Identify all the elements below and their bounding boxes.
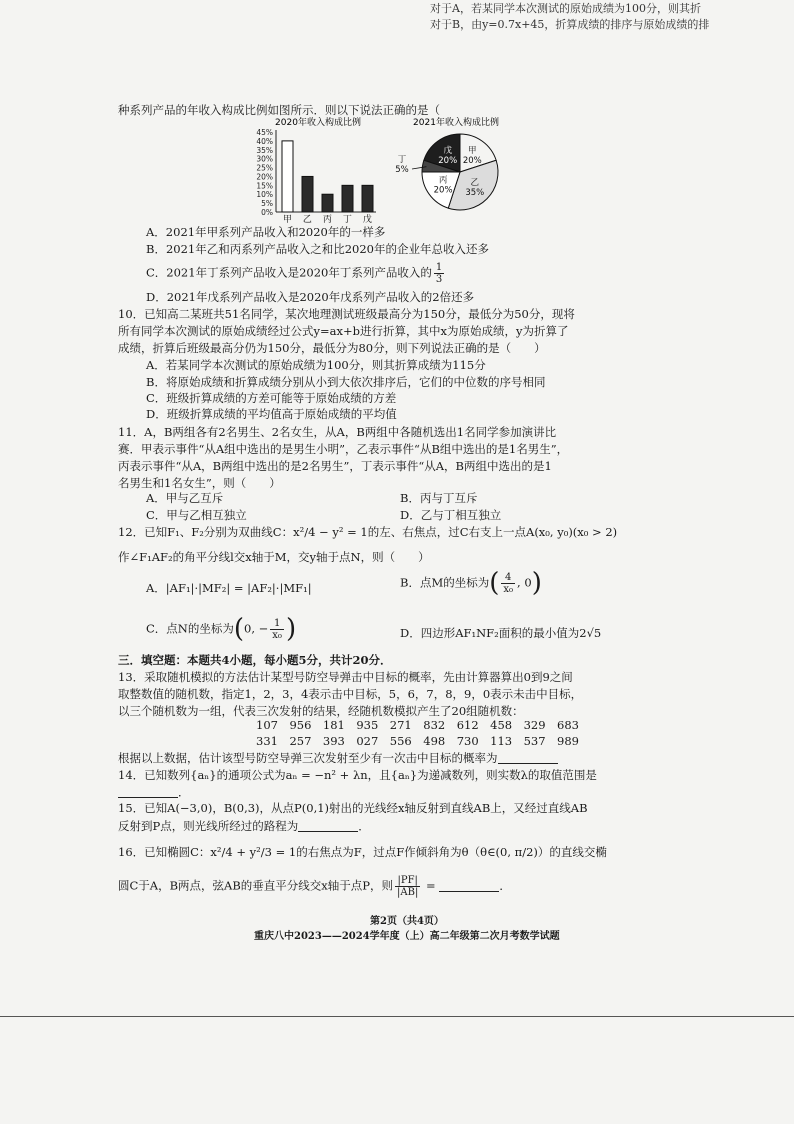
q14-answer-row: ．	[118, 784, 190, 801]
x-tick-label: 甲	[282, 215, 292, 225]
y-tick-label: 10%	[256, 190, 273, 200]
q10-option-d: D．班级折算成绩的平均值高于原始成绩的平均值	[146, 407, 397, 421]
q16-answer-blank[interactable]	[439, 879, 499, 892]
q12-option-b-tail: , 0	[517, 575, 532, 590]
q11-line3: 丙表示事件“从A，B两组中选出的是2名男生”，丁表示事件“从A，B两组中选出的是1	[118, 459, 552, 473]
q13-question	[118, 750, 558, 767]
pie-label-value: 20%	[462, 156, 482, 167]
pie-label-name: 乙	[470, 177, 480, 188]
q15-line2-text: 反射到P点，则光线所经过的路程为	[118, 819, 299, 833]
q13-answer-blank[interactable]	[498, 751, 558, 764]
q11-line2: 赛．甲表示事件“从A组中选出的是男生小明”，乙表示事件“从B组中选出的是1名男生”，	[118, 442, 569, 456]
q12-option-c: C．点N的坐标为(0, − $\frac{1}{\text{x₀}}$ )	[146, 614, 297, 644]
q13-numbers-row2: 331 257 393 027 556 498 730 113 537 989	[256, 734, 579, 748]
pie-label-name: 丁	[397, 155, 407, 165]
q12-option-c-fraction	[270, 618, 284, 641]
q11-option-b: B．丙与丁互斥	[400, 491, 478, 505]
q9-option-b: B．2021年乙和丙系列产品收入之和比2020年的企业年总收入还多	[146, 242, 489, 256]
q11-option-d: D．乙与丁相互独立	[400, 508, 502, 522]
frac-denominator: x₀	[503, 584, 514, 595]
x-tick-label: 丁	[342, 215, 352, 225]
q12-option-b-text: B．点M的坐标为	[400, 575, 490, 590]
frac-denominator: x₀	[272, 630, 282, 641]
pie-label-value: 5%	[395, 165, 409, 175]
q12-line2: 作∠F₁AF₂的角平分线l交x轴于M，交y轴于点N，则（ ）	[118, 550, 430, 564]
q12-option-c-head: 0, −	[244, 621, 269, 636]
q12-option-c-text: C．点N的坐标为	[146, 621, 234, 636]
q16-fraction	[395, 875, 420, 898]
header-snippet-line1: 对于A，若某同学本次测试的原始成绩为100分，则其折	[430, 2, 701, 15]
q10-line3: 成绩，折算后班级最高分仍为150分，最低分为80分，则下列说法正确的是（ ）	[118, 341, 546, 355]
y-tick-label: 0%	[261, 208, 273, 217]
q12-line1: 12．已知F₁、F₂分别为双曲线C：x²/4 − y² = 1的左、右焦点，过C右支上一点A(x₀, y₀)(x₀ > 2)	[118, 525, 618, 539]
q10-line1: 10．已知高二某班共51名同学，某次地理测试班级最高分为150分，最低分为50分，现将	[118, 307, 575, 321]
pie-label-value: 20%	[438, 156, 458, 167]
header-snippet-line2: 对于B，由y=0.7x+45，折算成绩的排序与原始成绩的排	[430, 18, 710, 31]
frac-denominator: |AB|	[397, 887, 419, 898]
y-tick-label: 20%	[256, 172, 273, 182]
frac-numerator: 1	[270, 618, 284, 630]
q11-line1: 11．A，B两组各有2名男生、2名女生，从A，B两组中各随机选出1名同学参加演讲比	[118, 425, 557, 439]
q10-line2: 所有同学本次测试的原始成绩经过公式y=ax+b进行折算，其中x为原始成绩，y为折算了	[118, 324, 569, 338]
q9-option-c-text: C．2021年丁系列产品收入是2020年丁系列产品收入的	[146, 265, 432, 280]
q13-question-text: 根据以上数据，估计该型号防空导弹三次发射至少有一次击中目标的概率为	[118, 751, 498, 765]
pie-label-name: 丙	[438, 175, 448, 186]
q12-option-b: B．点M的坐标为( $\frac{4}{\text{x₀}}$ , 0)	[400, 568, 542, 598]
pie-label-value: 35%	[465, 187, 485, 198]
x-tick-label: 乙	[302, 215, 312, 225]
q9-option-d: D．2021年戊系列产品收入是2020年戊系列产品收入的2倍还多	[146, 290, 475, 304]
q13-line2: 取整数值的随机数，指定1，2，3，4表示击中目标，5，6，7，8，9，0表示未击中目标，	[118, 687, 583, 701]
pie-label-value: 20%	[433, 185, 453, 196]
bar-甲	[282, 141, 293, 212]
y-tick-label: 45%	[256, 128, 273, 137]
q12-option-d: D．四边形AF₁NF₂面积的最小值为2√5	[400, 626, 602, 640]
bar-chart-title: 2020年收入构成比例	[275, 118, 361, 128]
q15-answer-blank[interactable]	[298, 819, 358, 832]
q11-option-a: A．甲与乙互斥	[146, 491, 224, 505]
q16-line1: 16．已知椭圆C：x²/4 + y²/3 = 1的右焦点为F，过点F作倾斜角为θ（θ∈(0, π/2)）的直线交椭	[118, 845, 607, 859]
exam-title-footer: 重庆八中2023——2024学年度（上）高二年级第二次月考数学试题	[254, 931, 560, 942]
y-tick-label: 40%	[256, 136, 273, 146]
q9-option-a: A．2021年甲系列产品收入和2020年的一样多	[146, 225, 386, 239]
q11-line4: 名男生和1名女生”，则（ ）	[118, 476, 281, 490]
bar-chart-2020	[240, 116, 390, 226]
x-tick-label: 戊	[362, 215, 372, 225]
bar-丙	[322, 194, 333, 212]
frac-denominator: 3	[435, 274, 443, 285]
q15-line2: 反射到P点，则光线所经过的路程为 ．	[118, 819, 370, 833]
pie-chart-title: 2021年收入构成比例	[413, 118, 499, 128]
x-tick-label: 丙	[322, 215, 332, 225]
y-tick-label: 5%	[261, 199, 273, 209]
q14-text: 14．已知数列{aₙ}的通项公式为aₙ = −n² + λn，且{aₙ}为递减数列，则实数λ的取值范围是	[118, 768, 597, 782]
frac-numerator: 4	[501, 572, 515, 584]
q12-option-a: A．|AF₁|·|MF₂| = |AF₂|·|MF₁|	[146, 581, 312, 595]
q14-answer-blank[interactable]	[118, 785, 178, 798]
q9-intro: 种系列产品的年收入构成比例如图所示．则以下说法正确的是（	[118, 103, 440, 117]
q12-option-b-fraction	[501, 572, 515, 595]
q10-option-b: B．将原始成绩和折算成绩分别从小到大依次排序后，它们的中位数的序号相同	[146, 375, 546, 389]
bar-乙	[302, 176, 313, 212]
scan-edge-line	[0, 1016, 794, 1017]
pie-label-name: 戊	[443, 146, 452, 157]
q13-numbers-row1: 107 956 181 935 271 832 612 458 329 683	[256, 718, 579, 732]
q13-line3: 以三个随机数为一组，代表三次发射的结果，经随机数模拟产生了20组随机数：	[118, 704, 524, 718]
q16-line2: 圆C于A，B两点，弦AB的垂直平分线交x轴于点P，则 $\frac{|PF|}{|AB|}$ = ．	[118, 875, 511, 898]
page-number: 第2页（共4页）	[370, 916, 444, 927]
q11-option-c: C．甲与乙相互独立	[146, 508, 247, 522]
section3-title: 三．填空题：本题共4小题，每小题5分，共计20分．	[118, 653, 392, 667]
frac-numerator: 1	[435, 262, 443, 273]
bar-丁	[342, 185, 353, 212]
pie-chart-2021	[390, 116, 510, 216]
bar-戊	[362, 185, 373, 212]
y-tick-label: 25%	[256, 163, 273, 173]
q10-option-a: A．若某同学本次测试的原始成绩为100分，则其折算成绩为115分	[146, 358, 486, 372]
pie-label-name: 甲	[468, 146, 477, 157]
q16-line2-text: 圆C于A，B两点，弦AB的垂直平分线交x轴于点P，则	[118, 878, 394, 893]
q10-option-c: C．班级折算成绩的方差可能等于原始成绩的方差	[146, 391, 397, 405]
frac-numerator: |PF|	[395, 875, 420, 887]
q9-option-c	[146, 262, 446, 285]
q9-option-c-fraction	[434, 262, 444, 285]
y-tick-label: 15%	[256, 181, 273, 191]
q15-line1: 15．已知A(−3,0)，B(0,3)，从点P(0,1)射出的光线经x轴反射到直线AB上，又经过直线AB	[118, 801, 588, 815]
y-tick-label: 35%	[256, 145, 273, 155]
q13-line1: 13．采取随机模拟的方法估计某型号防空导弹击中目标的概率，先由计算器算出0到9之间	[118, 670, 573, 684]
y-tick-label: 30%	[256, 154, 273, 164]
